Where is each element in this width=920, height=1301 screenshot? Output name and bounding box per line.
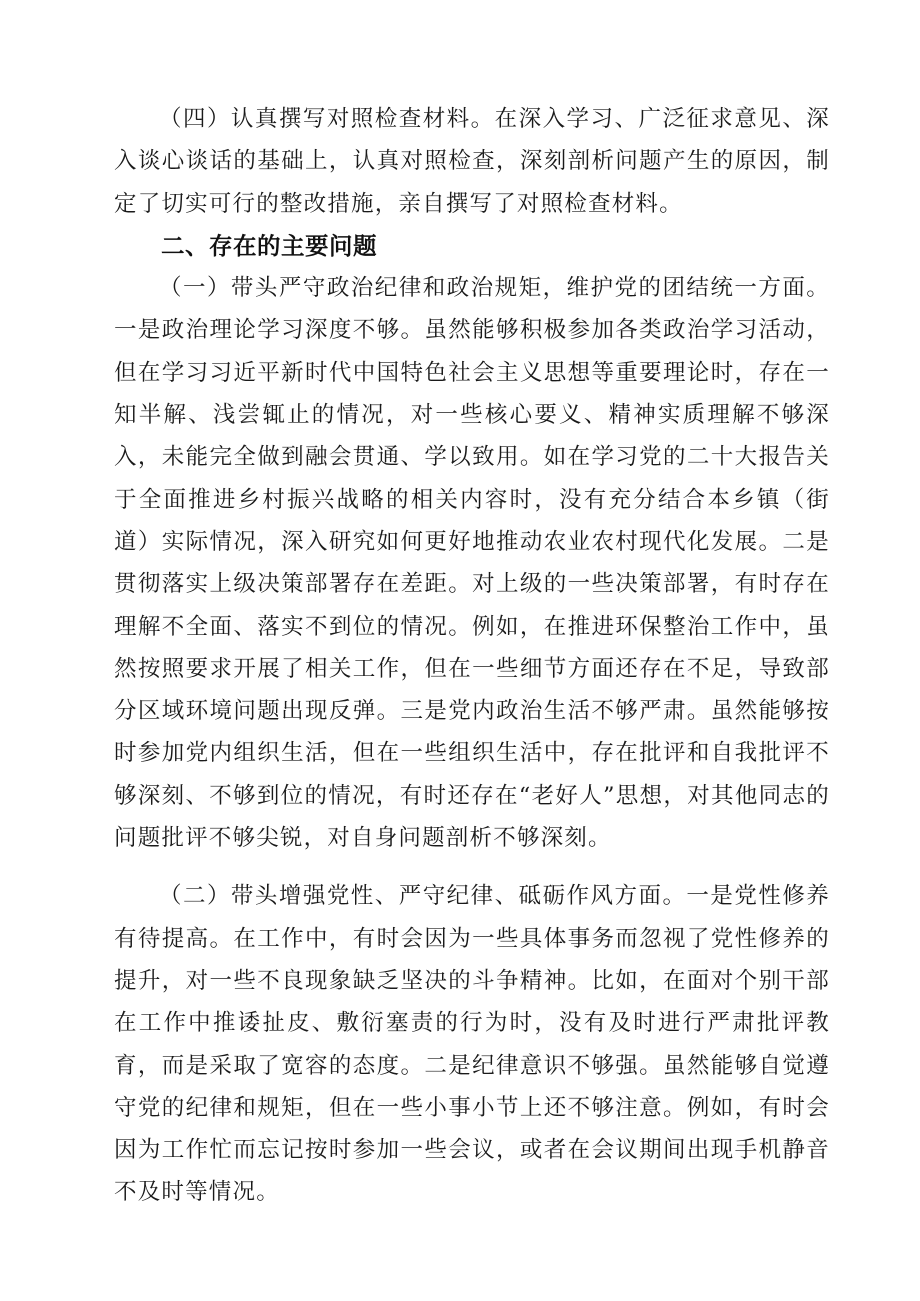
- paragraph-writing-inspection-materials: （四）认真撰写对照检查材料。在深入学习、广泛征求意见、深入谈心谈话的基础上，认真对照检查，深刻剖析问题产生的原因，制定了切实可行的整改措施，亲自撰写了对照检查材料。: [114, 106, 830, 217]
- paragraph-political-discipline: （一）带头严守政治纪律和政治规矩，维护党的团结统一方面。一是政治理论学习深度不够。虽然能够积极参加各类政治学习活动，但在学习习近平新时代中国特色社会主义思想等重要理论时，存在一知半解、浅尝辄止的情况，对一些核心要义、精神实质理解不够深入，未能完全做到融会贯通、学以致用。如在学习党的二十大报告关于全面推进乡村振兴战略的相关内容时，没有充分结合本乡镇（街道）实际情况，深入研究如何更好地推动农业农村现代化发展。二是贯彻落实上级决策部署存在差距。对上级的一些决策部署，有时存在理解不全面、落实不到位的情况。例如，在推进环保整治工作中，虽然按照要求开展了相关工作，但在一些细节方面还存在不足，导致部分区域环境问题出现反弹。三是党内政治生活不够严肃。虽然能够按时参加党内组织生活，但在一些组织生活中，存在批评和自我批评不够深刻、不够到位的情况，有时还存在“老好人”思想，对其他同志的问题批评不够尖锐，对自身问题剖析不够深刻。: [114, 275, 830, 852]
- paragraph-party-spirit-discipline: （二）带头增强党性、严守纪律、砥砺作风方面。一是党性修养有待提高。在工作中，有时会因为一些具体事务而忽视了党性修养的提升，对一些不良现象缺乏坚决的斗争精神。比如，在面对个别干部在工作中推诿扯皮、敷衍塞责的行为时，没有及时进行严肃批评教育，而是采取了宽容的态度。二是纪律意识不够强。虽然能够自觉遵守党的纪律和规矩，但在一些小事小节上还不够注意。例如，有时会因为工作忙而忘记按时参加一些会议，或者在会议期间出现手机静音不及时等情况。: [114, 883, 830, 1206]
- document-body: [114, 98, 830, 1214]
- section-heading-main-problems: 二、存在的主要问题: [161, 231, 377, 260]
